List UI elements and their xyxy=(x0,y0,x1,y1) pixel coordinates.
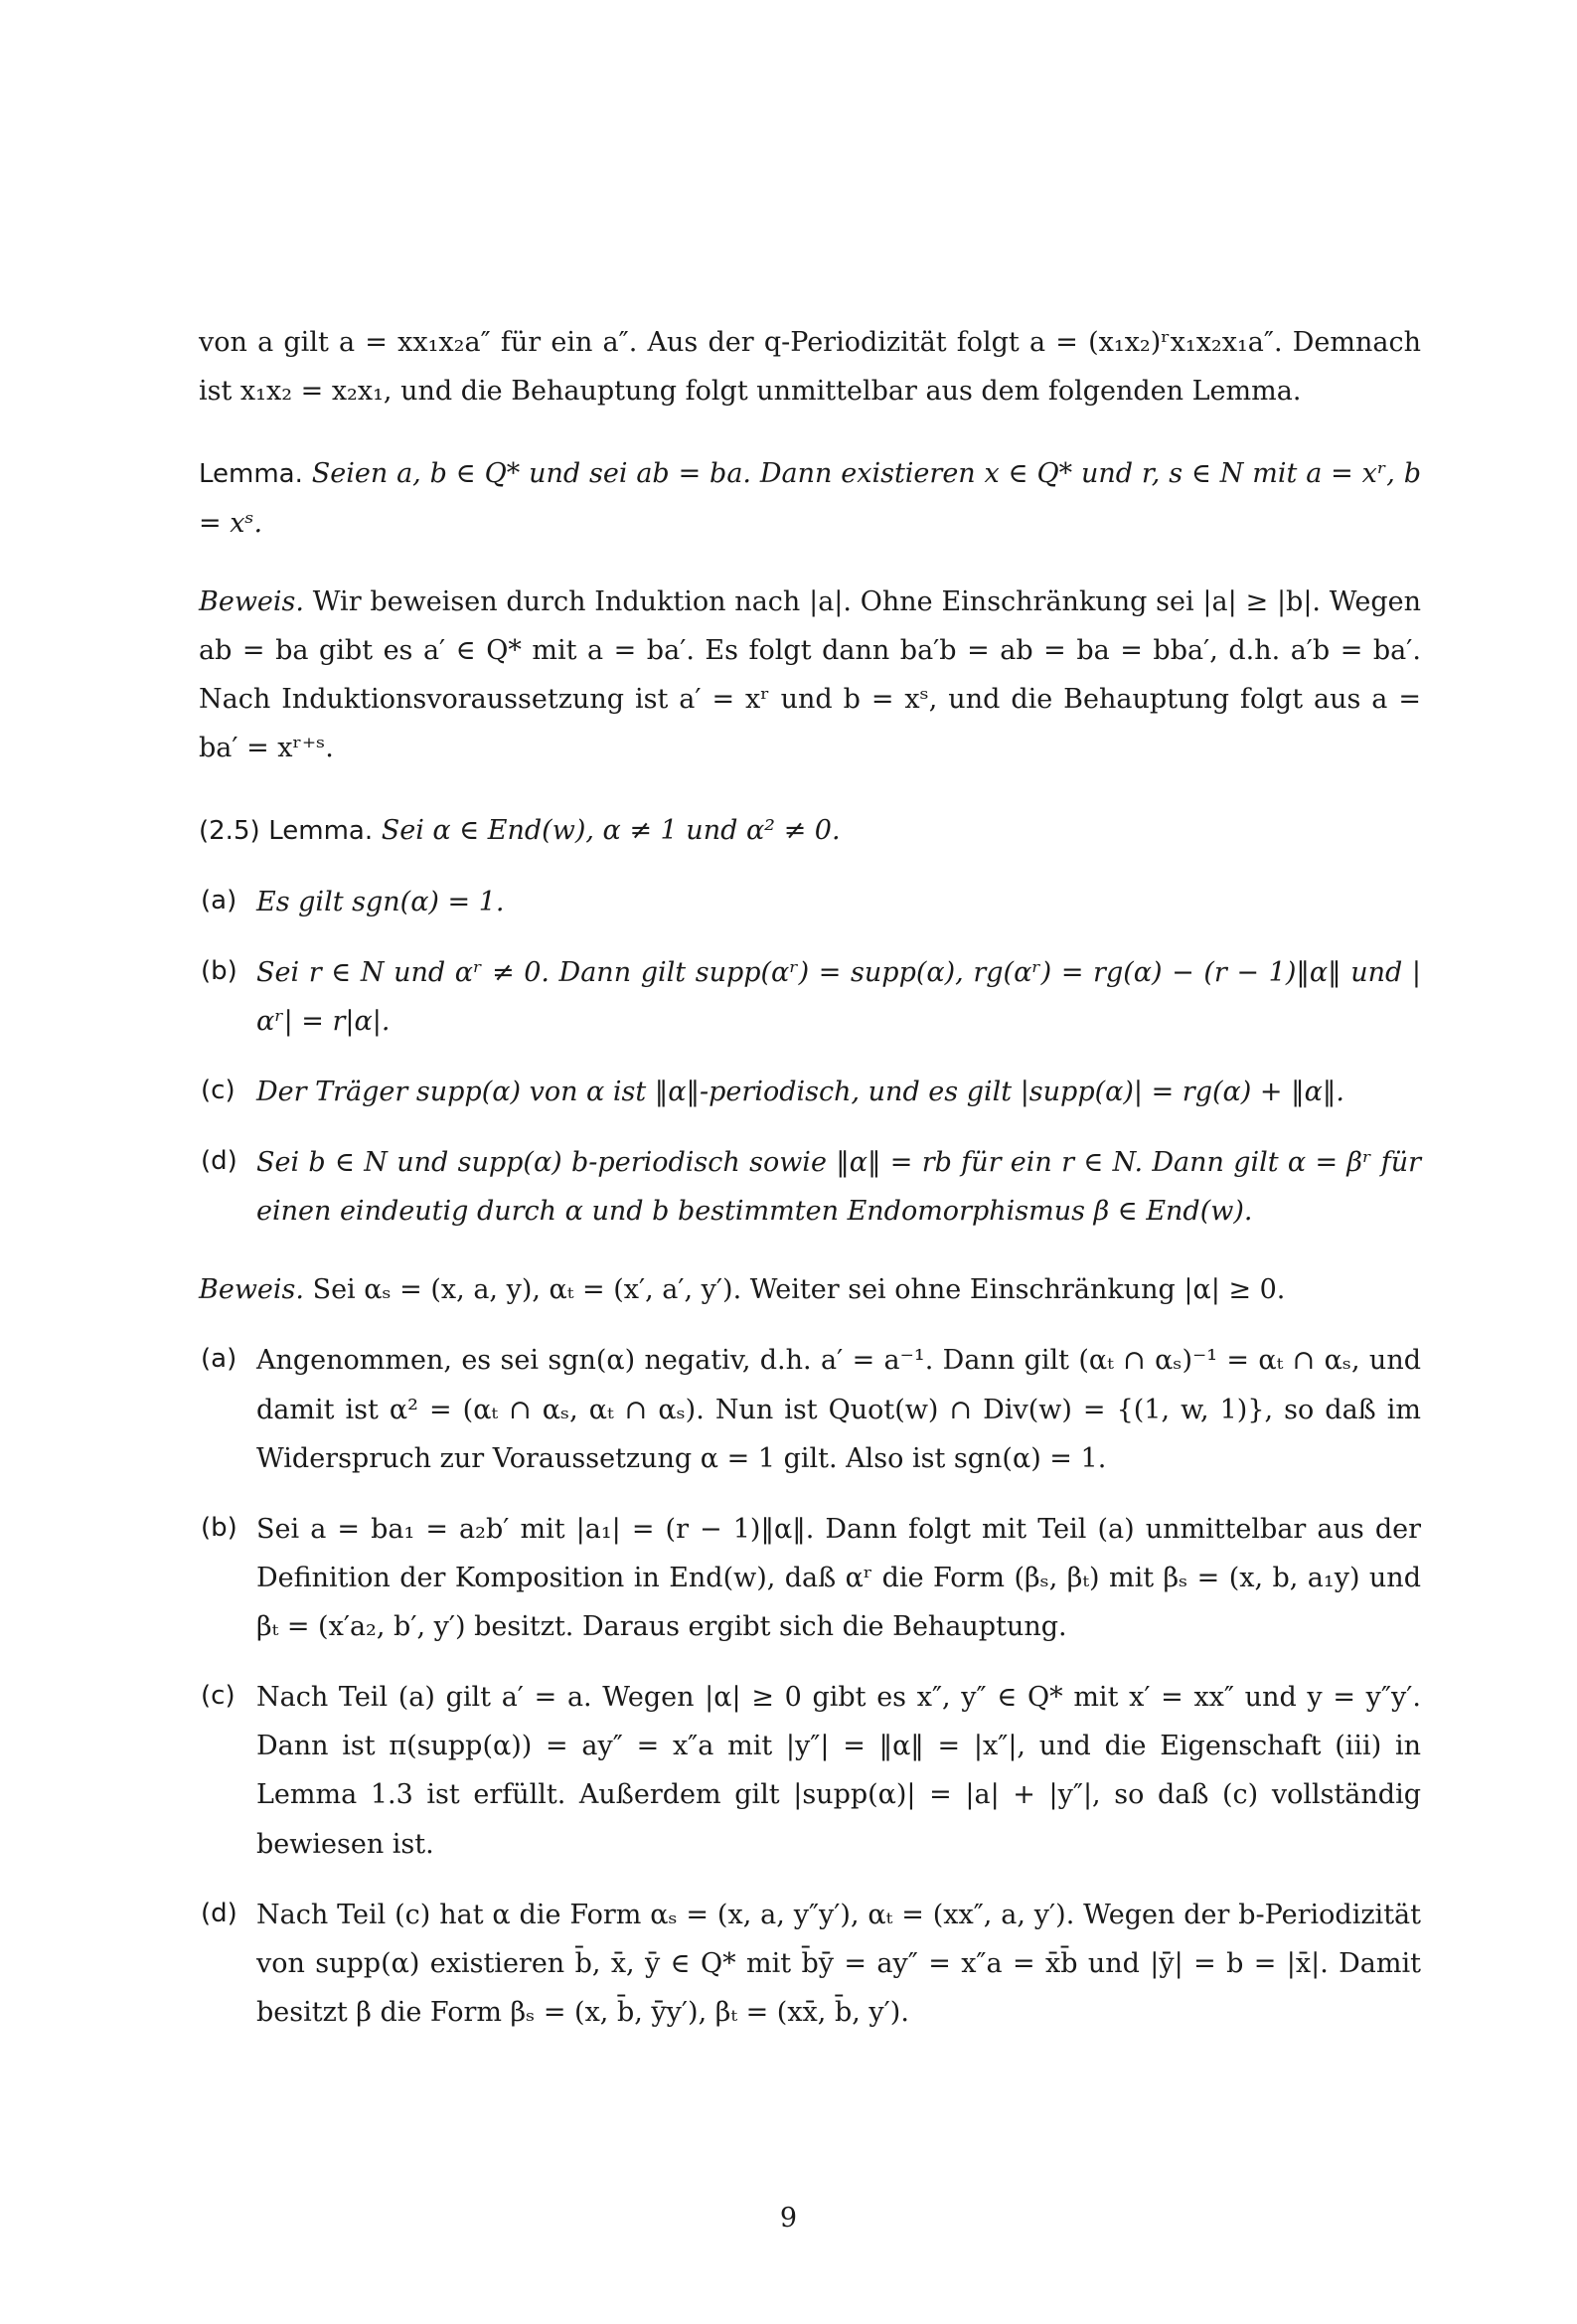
lemma-1-proof xyxy=(199,578,1421,773)
proof-2-5-intro xyxy=(199,1265,1421,1314)
proof-item-c xyxy=(201,1673,1421,1869)
lemma-2-5-heading: Lemma. xyxy=(268,816,374,847)
lemma-1 xyxy=(199,449,1421,547)
proof-item-a xyxy=(201,1336,1421,1482)
proof-item-d xyxy=(201,1891,1421,2037)
lemma-item-b xyxy=(201,948,1421,1046)
lemma-1-statement: Seien a, b ∈ Q* und sei ab = ba. Dann existieren x ∈ Q* und r, s ∈ N mit a = xʳ, b = xˢ. xyxy=(199,458,1421,539)
lemma-1-proof-label: Beweis. xyxy=(199,585,304,617)
lemma-item-c xyxy=(201,1068,1421,1116)
proof-2-5-label: Beweis. xyxy=(199,1274,304,1306)
page-body xyxy=(199,318,1421,2037)
lemma-item-text: Sei r ∈ N und αʳ ≠ 0. Dann gilt supp(αʳ) = supp(α), rg(αʳ) = rg(α) − (r − 1)‖α‖ und |αʳ| = r|α|. xyxy=(256,956,1421,1037)
lemma-2-5-number: (2.5) xyxy=(199,816,260,847)
lemma-item-label: (a) xyxy=(201,885,237,915)
proof-item-label: (d) xyxy=(201,1898,237,1928)
lemma-2-5 xyxy=(199,806,1421,855)
lemma-item-text: Sei b ∈ N und supp(α) b-periodisch sowie ‖α‖ = rb für ein r ∈ N. Dann gilt α = βʳ für einen eindeutig durch α und b bestimmten Endomorphismus β ∈ End(w). xyxy=(256,1147,1421,1228)
proof-2-5-items xyxy=(201,1336,1421,2037)
proof-item-text: Nach Teil (a) gilt a′ = a. Wegen |α| ≥ 0 gibt es x″, y″ ∈ Q* mit x′ = xx″ und y = y″y′. Dann ist π(supp(α)) = ay″ = x″a mit |y″| = ‖α‖ = |x″|, und die Eigenschaft (iii) in Lemma 1.3 ist erfüllt. Außerdem gilt |supp(α)| = |a| + |y″|, so daß (c) vollständig bewiesen ist. xyxy=(256,1682,1421,1860)
lemma-1-proof-text: Wir beweisen durch Induktion nach |a|. Ohne Einschränkung sei |a| ≥ |b|. Wegen ab = ba gibt es a′ ∈ Q* mit a = ba′. Es folgt dann ba′b = ab = ba = bba′, d.h. a′b = ba′. Nach Induktionsvoraussetzung ist a′ = xʳ und b = xˢ, und die Behauptung folgt aus a = ba′ = xʳ⁺ˢ. xyxy=(199,585,1421,764)
proof-item-label: (c) xyxy=(201,1681,236,1712)
intro-paragraph: von a gilt a = xx₁x₂a″ für ein a″. Aus der q-Periodizität folgt a = (x₁x₂)ʳx₁x₂x₁a″. Demnach ist x₁x₂ = x₂x₁, und die Behauptung folgt unmittelbar aus dem folgenden Lemma. xyxy=(199,327,1421,408)
proof-2-5-intro-text: Sei αₛ = (x, a, y), αₜ = (x′, a′, y′). Weiter sei ohne Einschränkung |α| ≥ 0. xyxy=(312,1274,1286,1306)
lemma-item-label: (c) xyxy=(201,1075,236,1105)
lemma-item-d xyxy=(201,1138,1421,1236)
proof-item-label: (a) xyxy=(201,1344,237,1375)
proof-item-label: (b) xyxy=(201,1512,237,1543)
lemma-2-5-items xyxy=(201,878,1421,1237)
lemma-item-a xyxy=(201,878,1421,926)
page-number: 9 xyxy=(779,2203,798,2234)
proof-item-text: Sei a = ba₁ = a₂b′ mit |a₁| = (r − 1)‖α‖. Dann folgt mit Teil (a) unmittelbar aus der Definition der Komposition in End(w), daß αʳ die Form (βₛ, βₜ) mit βₛ = (x, b, a₁y) und βₜ = (x′a₂, b′, y′) besitzt. Daraus ergibt sich die Behauptung. xyxy=(256,1513,1421,1642)
proof-item-b xyxy=(201,1505,1421,1651)
lemma-2-5-statement: Sei α ∈ End(w), α ≠ 1 und α² ≠ 0. xyxy=(381,815,841,847)
lemma-item-text: Der Träger supp(α) von α ist ‖α‖-periodisch, und es gilt |supp(α)| = rg(α) + ‖α‖. xyxy=(256,1076,1344,1107)
proof-item-text: Angenommen, es sei sgn(α) negativ, d.h. a′ = a⁻¹. Dann gilt (αₜ ∩ αₛ)⁻¹ = αₜ ∩ αₛ, und damit ist α² = (αₜ ∩ αₛ, αₜ ∩ αₛ). Nun ist Quot(w) ∩ Div(w) = {(1, w, 1)}, so daß im Widerspruch zur Voraussetzung α = 1 gilt. Also ist sgn(α) = 1. xyxy=(256,1345,1421,1474)
lemma-1-heading: Lemma. xyxy=(199,459,303,490)
proof-item-text: Nach Teil (c) hat α die Form αₛ = (x, a, y″y′), αₜ = (xx″, a, y′). Wegen der b-Periodizität von supp(α) existieren b̄, x̄, ȳ ∈ Q* mit b̄ȳ = ay″ = x″a = x̄b̄ und |ȳ| = b = |x̄|. Damit besitzt β die Form βₛ = (x, b̄, ȳy′), βₜ = (xx̄, b̄, y′). xyxy=(256,1899,1421,2028)
lemma-item-label: (b) xyxy=(201,955,237,986)
lemma-item-text: Es gilt sgn(α) = 1. xyxy=(256,886,505,917)
lemma-item-label: (d) xyxy=(201,1146,237,1176)
